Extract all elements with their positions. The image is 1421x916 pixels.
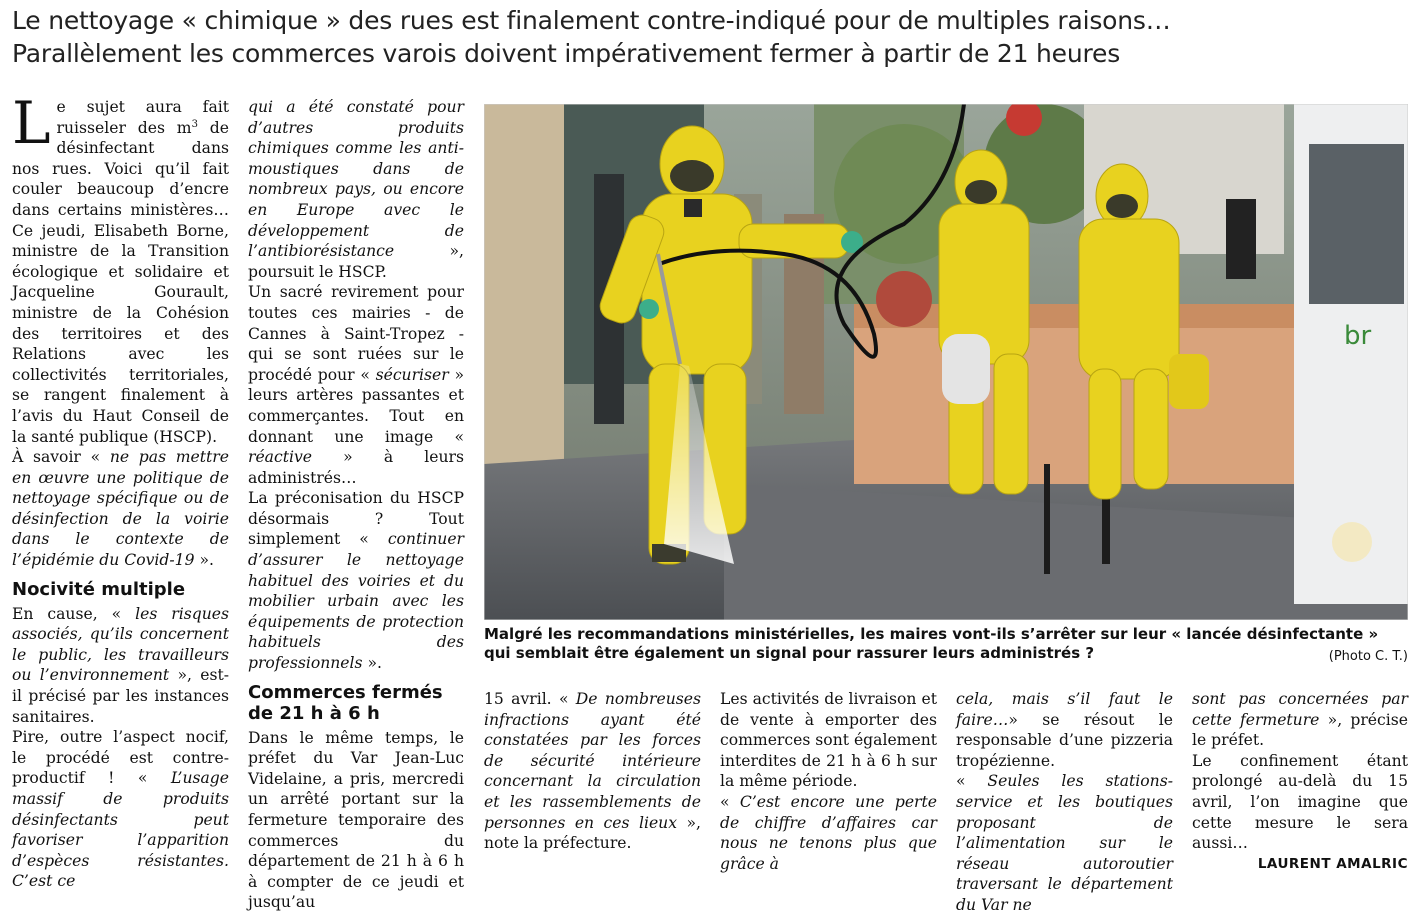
caption-line-1: Malgré les recommandations ministérielles, les maires vont-ils s’arrêter sur leur « lancée désinfectante » — [484, 625, 1379, 643]
photo-credit: (Photo C. T.) — [1328, 649, 1408, 664]
paragraph — [12, 727, 229, 892]
text: En cause, « — [12, 604, 136, 623]
quote: réactive — [248, 448, 313, 467]
headline-line-2: Parallèlement les commerces varois doivent impérativement fermer à partir de 21 heures — [12, 39, 1121, 68]
paragraph — [484, 689, 701, 854]
text: » se résout le responsable d’une pizzeria tropézienne. — [956, 710, 1173, 770]
text: », poursuit le HSCP. — [248, 242, 464, 281]
subheading: Commerces fermés de 21 h à 6 h — [248, 681, 443, 724]
text: Pire, outre l’aspect nocif, le procédé est contre-productif ! « — [12, 728, 229, 788]
superscript: 3 — [191, 118, 198, 130]
quote: Seules les stations-service et les boutiques proposant de l’alimentation sur le réseau autoroutier traversant le département du Var ne — [956, 772, 1173, 914]
text: La préconisation du HSCP désormais ? Tout simplement « — [248, 489, 464, 549]
article-column-2 — [248, 97, 464, 913]
paragraph — [956, 771, 1173, 915]
text: ». — [194, 551, 214, 570]
paragraph — [12, 604, 229, 728]
quote: ne pas mettre en œuvre une politique de nettoyage spécifique ou de désinfection de la voirie dans le contexte de l’épidémie du Covid-19 — [12, 448, 229, 570]
paragraph — [1192, 689, 1408, 751]
street-disinfection-photo — [484, 104, 1408, 620]
paragraph: Dans le même temps, le préfet du Var Jean-Luc Videlaine, a pris, mercredi un arrêté portant sur la fermeture temporaire des commerces du département de 21 h à 6 h à compter de ce jeudi et jusqu’au — [248, 728, 464, 912]
text: « — [720, 792, 740, 811]
text: Un sacré revirement pour toutes ces mairies - de Cannes à Saint-Tropez - qui se sont ruées sur le procédé pour « — [248, 283, 464, 384]
text: 15 avril. « — [484, 690, 576, 708]
quote: qui a été constaté pour d’autres produits chimiques comme les anti-moustiques dans de nombreux pays, ou encore en Europe avec le développement de l’antibiorésistance — [248, 98, 464, 261]
paragraph — [956, 689, 1173, 771]
text: ». — [362, 654, 382, 673]
author-signature: LAURENT AMALRIC — [1257, 855, 1408, 872]
headline — [12, 4, 1412, 70]
text: « — [956, 772, 988, 791]
paragraph — [720, 792, 937, 874]
paragraph — [248, 488, 464, 673]
quote: C’est encore une perte de chiffre d’affaires car nous ne tenons plus que grâce à — [720, 792, 937, 873]
article-column-4 — [720, 689, 937, 874]
quote: De nombreuses infractions ayant été constatées par les forces de sécurité intérieure concernant la circulation et les rassemblements de personnes en ces lieux — [484, 690, 701, 832]
text: » à leurs administrés… — [248, 448, 464, 487]
photo-caption — [484, 625, 1408, 663]
text: », est-il précisé par les instances sanitaires. — [12, 666, 229, 726]
article-column-3 — [484, 689, 701, 854]
truck-logo: br — [1344, 321, 1372, 351]
caption-line-2: qui semblait être également un signal pour rassurer leurs administrés ? — [484, 644, 1095, 662]
text: » leurs artères passantes et commerçantes. Tout en donnant une image « — [248, 365, 465, 446]
quote: sont pas concernées par cette fermeture — [1192, 690, 1408, 729]
article-column-6 — [1192, 689, 1408, 874]
paragraph — [248, 282, 464, 488]
paragraph — [248, 97, 464, 282]
text: », note la préfecture. — [484, 813, 701, 853]
article-column-1 — [12, 89, 230, 892]
article-column-5 — [956, 689, 1173, 916]
text: À savoir « — [12, 448, 110, 467]
paragraph — [12, 89, 229, 447]
quote: L’usage massif de produits désinfectants peut favoriser l’apparition d’espèces résistantes. C’est ce — [12, 769, 229, 891]
news-photo — [484, 104, 1408, 620]
paragraph — [12, 447, 229, 571]
subheading: Nocivité multiple — [12, 578, 186, 600]
drop-cap: L — [12, 89, 51, 157]
paragraph: Le confinement étant prolongé au-delà du 15 avril, l’on imagine que cette mesure le sera aussi… — [1192, 751, 1408, 853]
quote: cela, mais s’il faut le faire… — [956, 690, 1173, 729]
quote: continuer d’assurer le nettoyage habituel des voiries et du mobilier urbain avec les équipements de protection habituels des professionnels — [248, 530, 464, 673]
text: », précise le préfet. — [1192, 710, 1408, 750]
text: de désinfectant dans nos rues. Voici qu’il fait couler beaucoup d’encre dans certains ministères… Ce jeudi, Elisabeth Borne, ministre de la Transition écologique et solidaire et Jacqueline Gourault, ministre de la Cohésion des territoires et des Relations avec les collectivités territoriales, se rangent finalement à l’avis du Haut Conseil de la santé publique (HSCP). — [12, 118, 229, 446]
quote: sécuriser — [375, 365, 449, 384]
text: e sujet aura fait ruisseler des m — [56, 98, 229, 137]
headline-line-1: Le nettoyage « chimique » des rues est finalement contre-indiqué pour de multiples raisons… — [12, 6, 1171, 35]
paragraph: Les activités de livraison et de vente à emporter des commerces sont également interdites de 21 h à 6 h sur la même période. — [720, 690, 938, 791]
quote: les risques associés, qu’ils concernent le public, les travailleurs ou l’environnement — [12, 604, 230, 685]
